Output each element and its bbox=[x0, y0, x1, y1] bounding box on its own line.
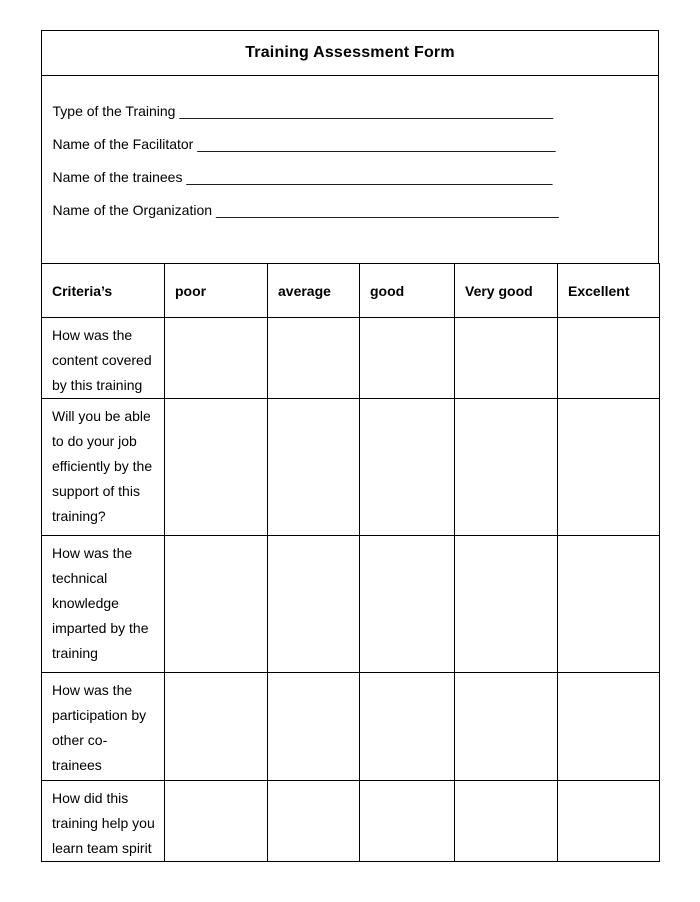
rating-cell-very-good[interactable] bbox=[455, 536, 558, 673]
form-title: Training Assessment Form bbox=[245, 44, 455, 61]
rating-cell-excellent[interactable] bbox=[558, 536, 660, 673]
table-row bbox=[42, 673, 660, 781]
field-blank-line[interactable]: ______________________________________________ bbox=[197, 135, 556, 152]
assessment-table bbox=[41, 263, 660, 862]
rating-cell-poor[interactable] bbox=[165, 673, 268, 781]
criteria-text: Will you be able to do your job efficiently by the support of this training? bbox=[52, 408, 153, 524]
field-blank-line[interactable]: ________________________________________________ bbox=[179, 102, 554, 119]
form-field-name-of-the-organization bbox=[53, 193, 659, 226]
rating-cell-very-good[interactable] bbox=[455, 318, 558, 399]
rating-cell-very-good[interactable] bbox=[455, 781, 558, 862]
training-assessment-form bbox=[41, 30, 659, 862]
field-label: Name of the Organization bbox=[52, 201, 213, 218]
form-field-name-of-the-trainees bbox=[53, 160, 659, 193]
rating-cell-good[interactable] bbox=[360, 399, 455, 536]
criteria-text: How was the technical knowledge imparted by the training bbox=[52, 545, 149, 661]
criteria-cell bbox=[42, 781, 165, 862]
rating-cell-excellent[interactable] bbox=[558, 399, 660, 536]
rating-cell-very-good[interactable] bbox=[455, 399, 558, 536]
column-header-criteria-s: Criteria’s bbox=[42, 264, 165, 318]
fields-section bbox=[41, 76, 659, 263]
criteria-cell bbox=[42, 318, 165, 399]
table-header-row bbox=[42, 264, 660, 318]
rating-cell-poor[interactable] bbox=[165, 399, 268, 536]
rating-cell-good[interactable] bbox=[360, 536, 455, 673]
rating-cell-good[interactable] bbox=[360, 781, 455, 862]
form-field-name-of-the-facilitator bbox=[53, 127, 659, 160]
rating-cell-good[interactable] bbox=[360, 673, 455, 781]
rating-cell-good[interactable] bbox=[360, 318, 455, 399]
criteria-cell bbox=[42, 536, 165, 673]
rating-cell-average[interactable] bbox=[268, 673, 360, 781]
field-blank-line[interactable]: ____________________________________________ bbox=[216, 201, 559, 218]
table-row bbox=[42, 318, 660, 399]
criteria-text: How was the content covered by this training bbox=[52, 327, 152, 393]
rating-cell-excellent[interactable] bbox=[558, 318, 660, 399]
criteria-cell bbox=[42, 673, 165, 781]
field-blank-line[interactable]: _______________________________________________ bbox=[186, 168, 553, 185]
rating-cell-average[interactable] bbox=[268, 781, 360, 862]
rating-cell-average[interactable] bbox=[268, 399, 360, 536]
rating-cell-average[interactable] bbox=[268, 318, 360, 399]
column-header-excellent: Excellent bbox=[558, 264, 660, 318]
rating-cell-poor[interactable] bbox=[165, 781, 268, 862]
column-header-poor: poor bbox=[165, 264, 268, 318]
criteria-text: How was the participation by other co-trainees bbox=[52, 682, 147, 773]
column-header-good: good bbox=[360, 264, 455, 318]
table-row bbox=[42, 399, 660, 536]
rating-cell-excellent[interactable] bbox=[558, 673, 660, 781]
column-header-average: average bbox=[268, 264, 360, 318]
field-label: Name of the Facilitator bbox=[52, 135, 194, 152]
table-row bbox=[42, 536, 660, 673]
field-label: Name of the trainees bbox=[52, 168, 183, 185]
rating-cell-very-good[interactable] bbox=[455, 673, 558, 781]
criteria-text: How did this training help you learn team spirit bbox=[52, 790, 155, 856]
rating-cell-poor[interactable] bbox=[165, 318, 268, 399]
criteria-cell bbox=[42, 399, 165, 536]
form-title-bar bbox=[41, 30, 659, 76]
column-header-very-good: Very good bbox=[455, 264, 558, 318]
table-row bbox=[42, 781, 660, 862]
rating-cell-average[interactable] bbox=[268, 536, 360, 673]
field-label: Type of the Training bbox=[52, 102, 176, 119]
rating-cell-poor[interactable] bbox=[165, 536, 268, 673]
rating-cell-excellent[interactable] bbox=[558, 781, 660, 862]
form-field-type-of-the-training bbox=[53, 94, 659, 127]
